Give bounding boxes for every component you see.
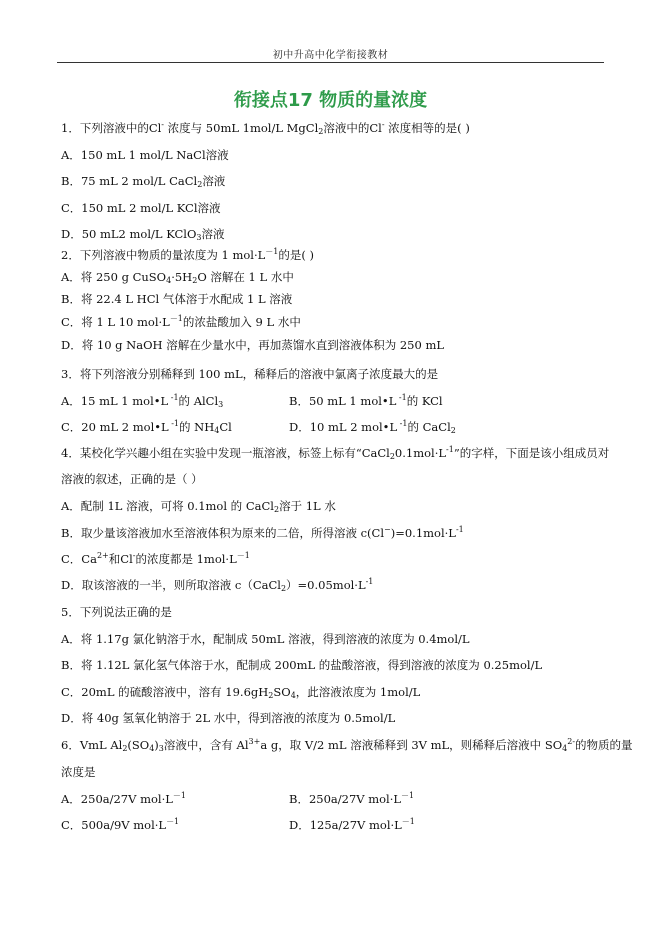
question-6-option-d: D．125a/27V $mol\cdot L^{-1}$: [289, 817, 415, 832]
question-6-option-a: A．250a/27V $mol\cdot L^{-1}$: [61, 791, 186, 806]
question-2-stem: 2．下列溶液中物质的量浓度为 1 $mol\cdot L^{-1}$的是( ): [61, 247, 314, 262]
question-3-stem: 3．将下列溶液分别稀释到 100 mL，稀释后的溶液中氯离子浓度最大的是: [61, 367, 439, 381]
question-5-option-d: D．将 40g 氢氧化钠溶于 2L 水中，得到溶液的浓度为 0.5mol/L: [61, 711, 396, 725]
question-1-option-a: A．150 mL 1 mol/L NaCl溶液: [61, 148, 229, 162]
question-3-option-d: D．10 mL 2 mol•L $^{-1}$的 CaCl$_2$: [289, 419, 456, 435]
question-1-option-b: B．75 mL 2 mol/L CaCl$_2$溶液: [61, 174, 226, 189]
question-5-option-a: A．将 1.17g 氯化钠溶于水，配制成 50mL 溶液，得到溶液的浓度为 0.4mol/L: [61, 632, 470, 646]
question-2-option-c: C．将 1 L 10 $mol\cdot L^{-1}$的浓盐酸加入 9 L 水中: [61, 314, 301, 329]
question-6-option-b: B．250a/27V $mol\cdot L^{-1}$: [289, 791, 415, 806]
page-title: 衔接点17 物质的量浓度: [233, 90, 428, 111]
question-1-stem: 1．下列溶液中的Cl- 浓度与 50mL 1mol/L MgCl$_2$溶液中的Cl- 浓度相等的是( ): [61, 120, 470, 136]
question-6-option-c: C．500a/9V $mol\cdot L^{-1}$: [61, 817, 180, 832]
question-4-option-d: D．取该溶液的一半，则所取溶液 $c(CaCl_2)=0.05mol\cdot L^{-1}$: [61, 577, 374, 593]
question-1-option-c: C．150 mL 2 mol/L KCl溶液: [61, 201, 221, 215]
question-5-option-b: B．将 1.12L 氯化氢气体溶于水，配制成 200mL 的盐酸溶液，得到溶液的浓度为 0.25mol/L: [61, 658, 543, 672]
question-4-option-b: B．取少量该溶液加水至溶液体积为原来的二倍，所得溶液 $c(Cl^-)=0.1mol\cdot L^{-1}$: [61, 525, 464, 540]
question-2-option-b: B．将 22.4 L HCl 气体溶于水配成 1 L 溶液: [61, 292, 293, 306]
header-rule: [57, 62, 604, 63]
question-3-option-c: C．20 mL 2 mol•L $^{-1}$的 $NH_4Cl$: [61, 419, 232, 435]
question-3-option-b: B．50 mL 1 mol•L $^{-1}$的 KCl: [289, 393, 443, 408]
question-6-stem-continued: 浓度是: [61, 765, 96, 779]
question-2-option-d: D．将 10 g NaOH 溶解在少量水中，再加蒸馏水直到溶液体积为 250 mL: [61, 338, 445, 352]
question-4-option-a: A．配制 1L 溶液，可将 0.1mol 的 CaCl$_2$溶于 1L 水: [61, 499, 336, 514]
question-4-stem-continued: 溶液的叙述，正确的是（ ）: [61, 472, 203, 486]
question-1-option-d: D．50 mL2 mol/L KClO$_3$溶液: [61, 227, 225, 242]
question-2-option-a: A．将 250 g $CuSO_4\cdot 5H_2O$ 溶解在 1 L 水中: [61, 270, 294, 285]
question-4-stem: 4．某校化学兴趣小组在实验中发现一瓶溶液，标签上标有“$CaCl_20.1mol\cdot L^{-1}$”的字样，下面是该小组成员对: [61, 445, 610, 461]
question-6-stem: 6．VmL $Al_2(SO_4)_3$溶液中，含有 $Al^{3+}a$ g，取 V/2 mL 溶液稀释到 3V mL，则稀释后溶液中 $SO_4^{2-}$的物质的量: [61, 737, 633, 753]
question-5-option-c: C．20mL 的硫酸溶液中，溶有 $19.6gH_2SO_4$，此溶液浓度为 1mol/L: [61, 685, 421, 700]
question-4-option-c: C．$Ca^{2+}$和Cl-的浓度都是 $1mol\cdot L^{-1}$: [61, 551, 250, 566]
question-5-stem: 5．下列说法正确的是: [61, 605, 172, 619]
page-header: 初中升高中化学衔接教材: [272, 50, 389, 61]
question-3-option-a: A．15 mL 1 mol•L $^{-1}$的 AlCl$_3$: [61, 393, 224, 409]
